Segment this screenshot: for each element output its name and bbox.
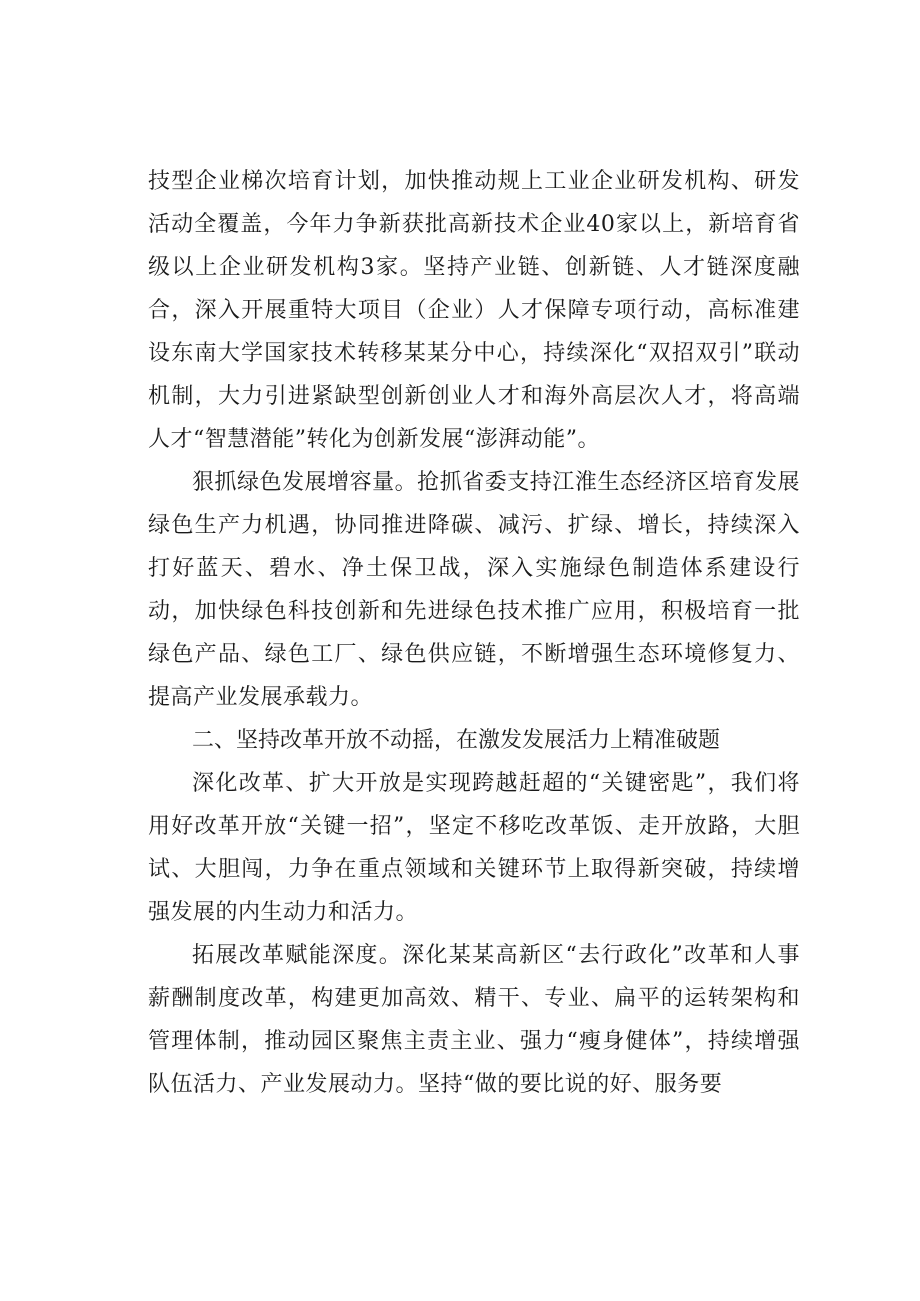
paragraph-reform-intro: 深化改革、扩大开放是实现跨越赶超的“关键密匙”，我们将用好改革开放“关键一招”，坚定不移吃改革饭、走开放路，大胆试、大胆闯，力争在重点领域和关键环节上取得新突破，持续增强发展的内生动力和活力。	[148, 771, 800, 925]
paragraph-green-development: 狠抓绿色发展增容量。抢抓省委支持江淮生态经济区培育发展绿色生产力机遇，协同推进降碳、减污、扩绿、增长，持续深入打好蓝天、碧水、净土保卫战，深入实施绿色制造体系建设行动，加快绿色科技创新和先进绿色技术推广应用，积极培育一批绿色产品、绿色工厂、绿色供应链，不断增强生态环境修复力、提高产业发展承载力。	[148, 470, 800, 710]
document-body	[148, 160, 800, 1106]
paragraph-reform-depth: 拓展改革赋能深度。深化某某高新区“去行政化”改革和人事薪酬制度改革，构建更加高效、精干、专业、扁平的运转架构和管理体制，推动园区聚焦主责主业、强力“瘦身健体”，持续增强队伍活力、产业发展动力。坚持“做的要比说的好、服务要	[148, 943, 800, 1097]
section-heading-reform-opening: 二、坚持改革开放不动摇，在激发发展活力上精准破题	[192, 728, 721, 753]
paragraph-continuation: 技型企业梯次培育计划，加快推动规上工业企业研发机构、研发活动全覆盖，今年力争新获批高新技术企业40家以上，新培育省级以上企业研发机构3家。坚持产业链、创新链、人才链深度融合，深入开展重特大项目（企业）人才保障专项行动，高标准建设东南大学国家技术转移某某分中心，持续深化“双招双引”联动机制，大力引进紧缺型创新创业人才和海外高层次人才，将高端人才“智慧潜能”转化为创新发展“澎湃动能”。	[148, 169, 800, 452]
